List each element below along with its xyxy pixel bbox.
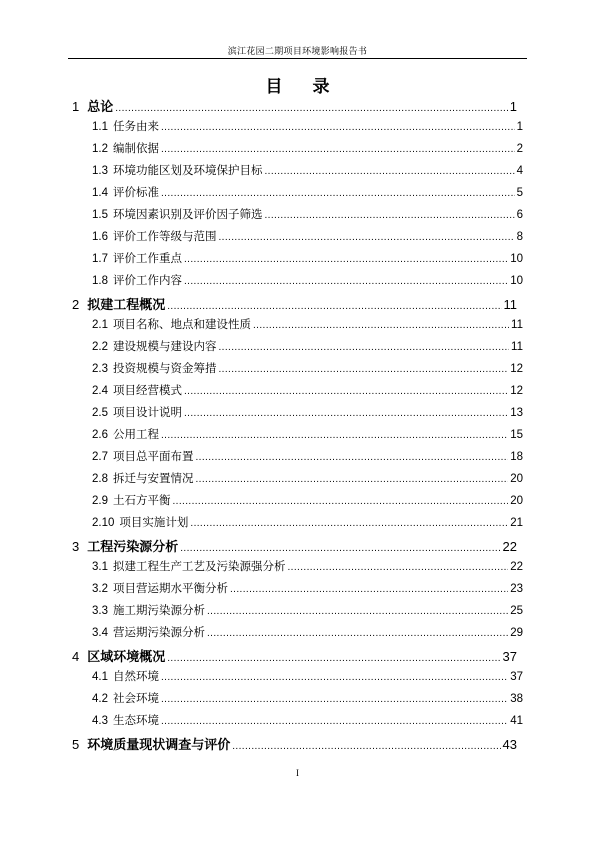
toc-section-entry[interactable] xyxy=(92,668,523,690)
toc-dot-leader xyxy=(219,339,510,353)
toc-entry-number: 2.4 xyxy=(92,385,108,397)
toc-entry-label: 施工期污染源分析 xyxy=(113,603,205,617)
toc-entry-label: 项目实施计划 xyxy=(119,515,189,529)
toc-entry-number: 4 xyxy=(72,649,80,664)
toc-chapter-entry[interactable] xyxy=(72,96,517,118)
toc-dot-leader xyxy=(173,493,509,507)
toc-section-entry[interactable] xyxy=(92,272,523,294)
toc-entry-number: 2.6 xyxy=(92,429,108,441)
toc-entry-label: 总论 xyxy=(87,100,114,115)
toc-dot-leader xyxy=(115,100,508,115)
toc-chapter-entry[interactable] xyxy=(72,294,517,316)
toc-dot-leader xyxy=(161,691,508,705)
toc-entry-page: 21 xyxy=(510,517,523,529)
toc-section-entry[interactable] xyxy=(92,206,523,228)
toc-entry-number: 4.3 xyxy=(92,715,108,727)
header-rule xyxy=(68,58,527,59)
toc-entry-label: 编制依据 xyxy=(113,141,159,155)
toc-section-entry[interactable] xyxy=(92,690,523,712)
toc-entry-label: 项目经营模式 xyxy=(113,383,182,397)
toc-entry-page: 12 xyxy=(510,363,523,375)
toc-dot-leader xyxy=(184,405,508,419)
toc-entry-page: 10 xyxy=(510,275,523,287)
toc-entry-page: 18 xyxy=(510,451,523,463)
toc-entry-number: 1.4 xyxy=(92,187,108,199)
toc-dot-leader xyxy=(184,273,508,287)
toc-entry-number: 1 xyxy=(72,99,80,114)
toc-entry-label: 项目营运期水平衡分析 xyxy=(113,581,228,595)
toc-entry-page: 1 xyxy=(509,99,517,114)
toc-entry-number: 2.3 xyxy=(92,363,108,375)
toc-dot-leader xyxy=(167,298,501,313)
toc-section-entry[interactable] xyxy=(92,338,523,360)
toc-entry-label: 工程污染源分析 xyxy=(87,540,179,555)
toc-entry-page: 10 xyxy=(510,253,523,265)
toc-section-entry[interactable] xyxy=(92,184,523,206)
toc-section-entry[interactable] xyxy=(92,382,523,404)
toc-dot-leader xyxy=(219,361,509,375)
toc-entry-label: 投资规模与资金筹措 xyxy=(113,361,217,375)
toc-section-entry[interactable] xyxy=(92,360,523,382)
toc-entry-number: 1.1 xyxy=(92,121,108,133)
toc-entry-number: 3 xyxy=(72,539,80,554)
toc-entry-page: 43 xyxy=(502,737,517,752)
toc-entry-label: 项目名称、地点和建设性质 xyxy=(113,317,251,331)
toc-entry-page: 29 xyxy=(510,627,523,639)
toc-entry-number: 3.4 xyxy=(92,627,108,639)
toc-entry-page: 2 xyxy=(516,143,523,155)
toc-section-entry[interactable] xyxy=(92,316,523,338)
toc-dot-leader xyxy=(167,650,500,665)
toc-section-entry[interactable] xyxy=(92,140,523,162)
toc-dot-leader xyxy=(219,229,515,243)
toc-entry-number: 5 xyxy=(72,737,80,752)
toc-section-entry[interactable] xyxy=(92,162,523,184)
toc-dot-leader xyxy=(196,449,509,463)
toc-entry-number: 3.3 xyxy=(92,605,108,617)
toc-section-entry[interactable] xyxy=(92,250,523,272)
toc-entry-page: 12 xyxy=(510,385,523,397)
toc-entry-label: 项目设计说明 xyxy=(113,405,182,419)
toc-section-entry[interactable] xyxy=(92,404,523,426)
toc-entry-page: 15 xyxy=(510,429,523,441)
toc-entry-label: 任务由来 xyxy=(113,119,159,133)
toc-dot-leader xyxy=(207,603,508,617)
toc-entry-number: 3.2 xyxy=(92,583,108,595)
toc-entry-label: 评价工作等级与范围 xyxy=(113,229,217,243)
toc-entry-number: 1.2 xyxy=(92,143,108,155)
toc-entry-label: 评价标准 xyxy=(113,185,159,199)
toc-chapter-entry[interactable] xyxy=(72,536,517,558)
toc-entry-page: 22 xyxy=(510,561,523,573)
toc-entry-label: 自然环境 xyxy=(113,669,159,683)
toc-entry-number: 1.5 xyxy=(92,209,108,221)
toc-dot-leader xyxy=(180,540,500,555)
toc-entry-label: 社会环境 xyxy=(113,691,159,705)
toc-dot-leader xyxy=(232,738,500,753)
toc-entry-page: 13 xyxy=(510,407,523,419)
toc-entry-label: 环境功能区划及环境保护目标 xyxy=(113,163,263,177)
toc-entry-label: 拟建工程概况 xyxy=(87,298,166,313)
toc-title: 目录 xyxy=(265,77,360,97)
toc-entry-page: 6 xyxy=(516,209,523,221)
toc-section-entry[interactable] xyxy=(92,558,523,580)
toc-entry-page: 20 xyxy=(510,495,523,507)
toc-entry-label: 拆迁与安置情况 xyxy=(113,471,194,485)
toc-entry-page: 1 xyxy=(516,121,523,133)
toc-entry-page: 11 xyxy=(511,319,523,331)
toc-entry-number: 1.8 xyxy=(92,275,108,287)
toc-entry-page: 41 xyxy=(510,715,523,727)
toc-entry-page: 11 xyxy=(503,297,517,312)
toc-dot-leader xyxy=(288,559,509,573)
toc-entry-number: 3.1 xyxy=(92,561,108,573)
toc-entry-number: 2.7 xyxy=(92,451,108,463)
toc-dot-leader xyxy=(253,317,509,331)
toc-entry-number: 4.1 xyxy=(92,671,108,683)
toc-section-entry[interactable] xyxy=(92,118,523,140)
toc-section-entry[interactable] xyxy=(92,228,523,250)
toc-entry-page: 38 xyxy=(510,693,523,705)
toc-entry-number: 2.10 xyxy=(92,517,115,529)
toc-section-entry[interactable] xyxy=(92,426,523,448)
toc-section-entry[interactable] xyxy=(92,470,523,492)
toc-entry-label: 项目总平面布置 xyxy=(113,449,194,463)
toc-dot-leader xyxy=(184,251,508,265)
page-header: 滨江花园二期项目环境影响报告书 xyxy=(227,46,368,56)
toc-entry-number: 4.2 xyxy=(92,693,108,705)
toc-entry-page: 5 xyxy=(516,187,523,199)
page-number: I xyxy=(296,768,299,778)
toc-dot-leader xyxy=(207,625,508,639)
toc-entry-label: 生态环境 xyxy=(113,713,159,727)
toc-dot-leader xyxy=(161,669,508,683)
toc-dot-leader xyxy=(161,119,515,133)
toc-entry-page: 8 xyxy=(516,231,523,243)
toc-entry-label: 区域环境概况 xyxy=(87,650,166,665)
toc-entry-label: 营运期污染源分析 xyxy=(113,625,205,639)
toc-entry-number: 1.6 xyxy=(92,231,108,243)
toc-dot-leader xyxy=(196,471,509,485)
toc-entry-number: 1.7 xyxy=(92,253,108,265)
toc-entry-page: 25 xyxy=(510,605,523,617)
toc-entry-label: 评价工作重点 xyxy=(113,251,182,265)
toc-entry-page: 23 xyxy=(510,583,523,595)
toc-entry-page: 4 xyxy=(516,165,523,177)
toc-section-entry[interactable] xyxy=(92,624,523,646)
toc-chapter-entry[interactable] xyxy=(72,734,517,756)
toc-dot-leader xyxy=(265,207,515,221)
toc-dot-leader xyxy=(161,185,515,199)
toc-entry-number: 2.2 xyxy=(92,341,108,353)
toc-dot-leader xyxy=(161,141,515,155)
toc-dot-leader xyxy=(184,383,508,397)
toc-entry-number: 2.9 xyxy=(92,495,108,507)
toc-dot-leader xyxy=(230,581,508,595)
toc-section-entry[interactable] xyxy=(92,602,523,624)
toc-entry-label: 土石方平衡 xyxy=(113,493,171,507)
toc-entry-number: 1.3 xyxy=(92,165,108,177)
toc-entry-page: 11 xyxy=(511,341,523,353)
toc-entry-number: 2.1 xyxy=(92,319,108,331)
toc-entry-page: 37 xyxy=(510,671,523,683)
toc-section-entry[interactable] xyxy=(92,712,523,734)
toc-dot-leader xyxy=(161,427,508,441)
toc-section-entry[interactable] xyxy=(92,580,523,602)
toc-entry-number: 2.5 xyxy=(92,407,108,419)
toc-dot-leader xyxy=(265,163,515,177)
toc-entry-label: 环境因素识别及评价因子筛选 xyxy=(113,207,263,221)
toc-section-entry[interactable] xyxy=(92,514,523,536)
toc-entry-label: 评价工作内容 xyxy=(113,273,182,287)
toc-entry-page: 20 xyxy=(510,473,523,485)
toc-entry-page: 37 xyxy=(502,649,517,664)
toc-entry-label: 公用工程 xyxy=(113,427,159,441)
toc-section-entry[interactable] xyxy=(92,492,523,514)
toc-chapter-entry[interactable] xyxy=(72,646,517,668)
toc-entry-number: 2 xyxy=(72,297,80,312)
toc-entry-label: 拟建工程生产工艺及污染源强分析 xyxy=(113,559,286,573)
toc-entry-page: 22 xyxy=(502,539,517,554)
toc-entry-label: 环境质量现状调查与评价 xyxy=(87,738,231,753)
toc-dot-leader xyxy=(190,515,508,529)
toc-dot-leader xyxy=(161,713,508,727)
toc-entry-label: 建设规模与建设内容 xyxy=(113,339,217,353)
toc-section-entry[interactable] xyxy=(92,448,523,470)
toc-entry-number: 2.8 xyxy=(92,473,108,485)
